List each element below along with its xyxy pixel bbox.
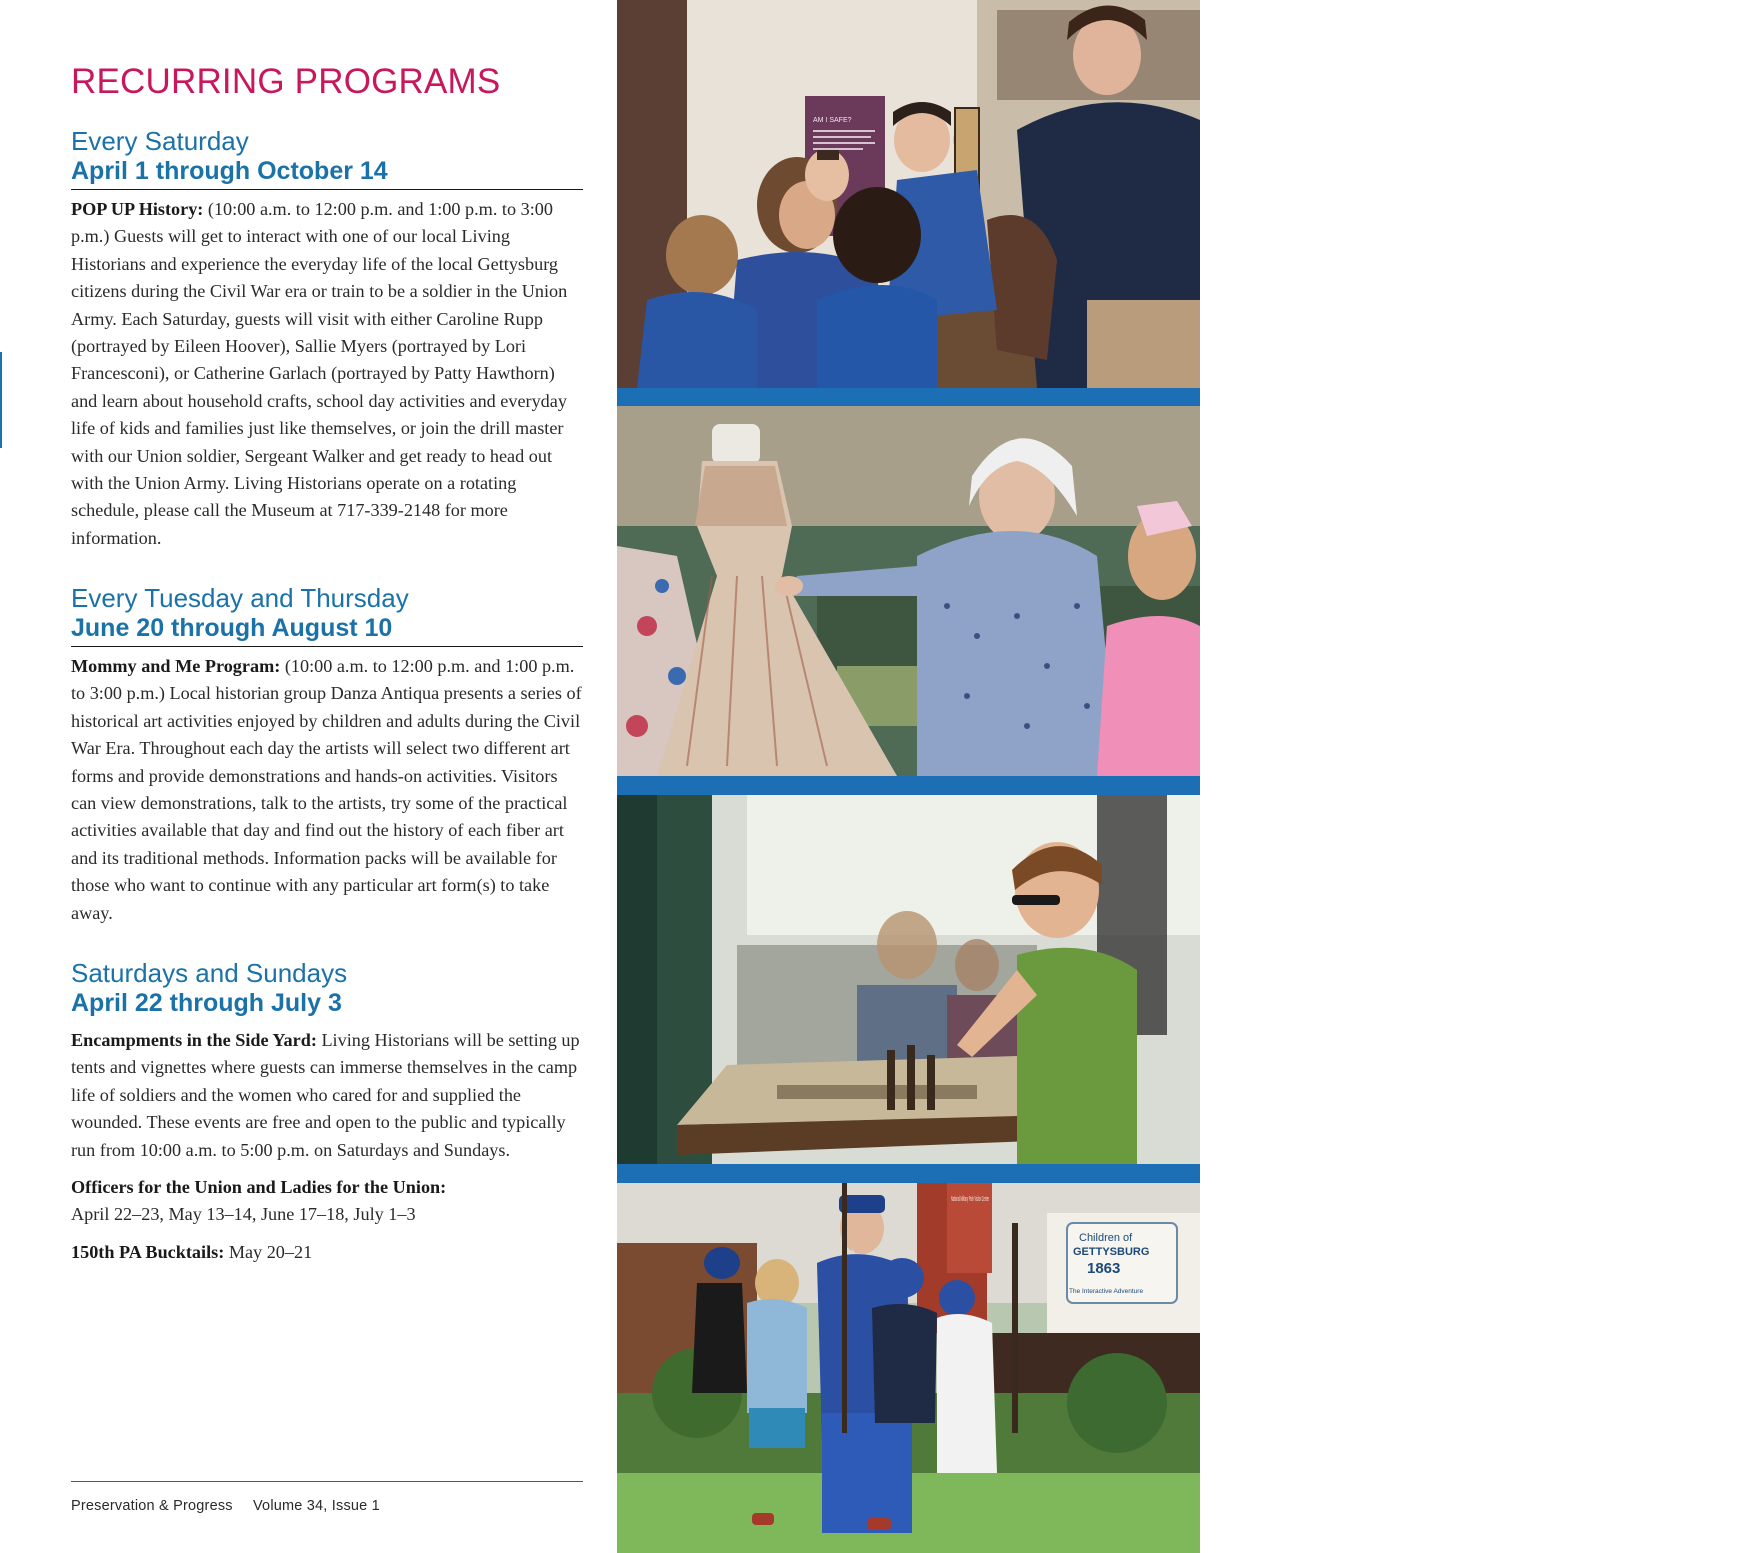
publication-name: Preservation & Progress [71,1498,233,1514]
sign-line: 1863 [1087,1260,1121,1277]
encampment-schedule [71,1174,583,1229]
section-dates: April 22 through July 3 [71,989,342,1017]
page-title: RECURRING PROGRAMS [71,62,501,101]
section-paragraph [71,653,583,927]
section-subtitle: Saturdays and Sundays [71,958,348,988]
program-name: POP UP History: [71,199,204,219]
section-every-saturday [71,126,583,552]
museum-sign-text: AM I SAFE? [813,117,852,124]
program-description: (10:00 a.m. to 12:00 p.m. and 1:00 p.m. to 3:00 p.m.) Guests will get to interact with one of our local Living Historians and experience the everyday life of the local Gettysburg citizens during the Civil War era or train to be a soldier in the Union Army. Each Saturday, guests will visit with either Caroline Rupp (portrayed by Eileen Hoover), Sallie Myers (portrayed by Lori Francesconi), or Catherine Garlach (portrayed by Patty Hawthorn) and learn about household crafts, school day activities and everyday life of kids and families just like themselves, or join the drill master with our Union soldier, Sergeant Walker and get ready to head out with the Union Army. Living Historians operate on a rotating schedule, please call the Museum at 717-339-2148 for more information. [71,199,568,548]
section-subtitle: Every Saturday [71,126,249,156]
photo-column [617,0,1745,1553]
section-dates: April 1 through October 14 [71,157,388,185]
encampment-dates: April 22–23, May 13–14, June 17–18, July 1–3 [71,1204,416,1225]
footer [71,1498,396,1514]
sign-line: Children of [1079,1232,1133,1244]
photo-boy-at-exhibit [617,795,1200,1164]
section-subtitle: Every Tuesday and Thursday [71,583,409,613]
sign-line: The Interactive Adventure [1069,1288,1144,1295]
section-paragraph [71,196,583,552]
encampment-group: Officers for the Union and Ladies for the Union: [71,1177,447,1198]
section-dates: June 20 through August 10 [71,614,393,642]
program-name: Encampments in the Side Yard: [71,1030,317,1050]
footer-divider [71,1481,583,1482]
photo-historian-with-dress [617,406,1200,776]
issue-label: Volume 34, Issue 1 [252,1498,380,1514]
edge-accent-line [0,352,2,448]
encampment-group: 150th PA Bucktails: [71,1241,225,1262]
sign-line: GETTYSBURG [1073,1246,1150,1258]
encampment-schedule [71,1239,583,1266]
section-saturdays-sundays [71,958,583,1266]
section-tuesday-thursday [71,583,583,927]
encampment-dates: May 20–21 [224,1241,313,1262]
photo-interpreter-with-children [617,0,1200,388]
section-divider [71,189,583,190]
photo-children-marching [617,1183,1200,1553]
program-name: Mommy and Me Program: [71,656,281,676]
program-description: Living Historians will be setting up tents and vignettes where guests can immerse themselves in the camp life of soldiers and the women who cared for and supplied the wounded. These events are free and open to the public and typically run from 10:00 a.m. to 5:00 p.m. on Saturdays and Sundays. [71,1030,580,1160]
page-number: 11 [1729,1500,1745,1517]
section-divider [71,646,583,647]
program-description: (10:00 a.m. to 12:00 p.m. and 1:00 p.m. to 3:00 p.m.) Local historian group Danza Antiqua presents a series of historical art activities enjoyed by children and adults during the Civil War Era. Throughout each day the artists will select two different art forms and provide demonstrations and hands-on activities. Visitors can view demonstrations, talk to the artists, try some of the practical activities available that day and find out the history of each fiber art and its traditional methods. Information packs will be available for those who want to continue with any particular art form(s) to take away. [71,656,582,923]
section-paragraph [71,1027,583,1164]
banner-text: National Military Park Visitor Center [951,1196,990,1203]
